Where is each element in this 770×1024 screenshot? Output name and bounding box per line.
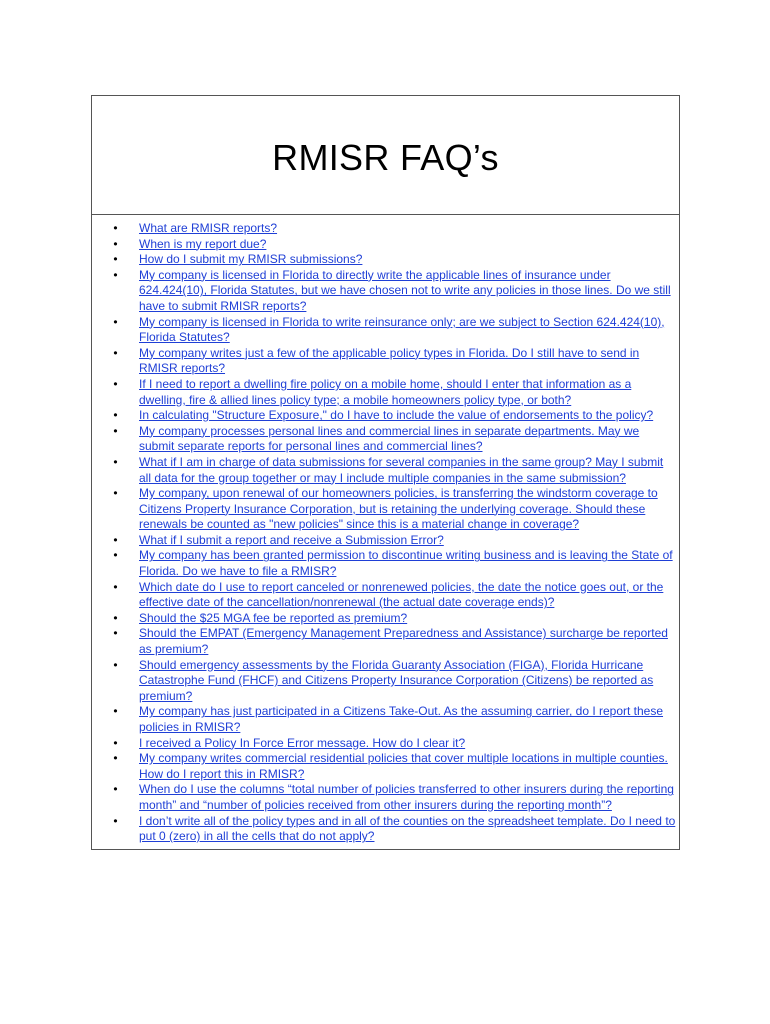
- bullet-icon: •: [113, 626, 118, 641]
- faq-item: [92, 346, 677, 377]
- faq-link[interactable]: What if I am in charge of data submissions for several companies in the same group? May I submit all data for the group together or may I include multiple companies in the same submission?: [139, 454, 664, 485]
- title-cell: [92, 96, 679, 215]
- bullet-icon: •: [113, 735, 118, 750]
- bullet-icon: •: [113, 236, 118, 251]
- faq-item: [92, 626, 677, 657]
- bullet-icon: •: [113, 782, 118, 797]
- faq-item: [92, 424, 677, 455]
- faq-link[interactable]: My company has been granted permission to discontinue writing business and is leaving the State of Florida. Do we have to file a RMISR?: [139, 548, 673, 579]
- faq-link[interactable]: My company writes commercial residential policies that cover multiple locations in multiple counties. How do I report this in RMISR?: [139, 751, 668, 781]
- faq-item: [92, 658, 677, 705]
- bullet-icon: •: [113, 376, 118, 391]
- faq-link[interactable]: My company processes personal lines and commercial lines in separate departments. May we submit separate reports for personal lines and commercial lines?: [139, 423, 640, 454]
- bullet-icon: •: [113, 610, 118, 625]
- faq-item: [92, 814, 677, 845]
- bullet-icon: •: [113, 408, 118, 423]
- faq-link[interactable]: If I need to report a dwelling fire policy on a mobile home, should I enter that information as a dwelling, fire & allied lines policy type; a mobile homeowners policy type, or both?: [139, 376, 632, 407]
- faq-item: [92, 315, 677, 346]
- bullet-icon: •: [113, 423, 118, 438]
- faq-item: [92, 377, 677, 408]
- faq-item: [92, 611, 677, 627]
- bullet-icon: •: [113, 345, 118, 360]
- faq-link[interactable]: Should the EMPAT (Emergency Management Preparedness and Assistance) surcharge be reported as premium?: [139, 626, 668, 657]
- bullet-icon: •: [113, 704, 118, 719]
- faq-item: [92, 782, 677, 813]
- faq-link[interactable]: I received a Policy In Force Error message. How do I clear it?: [139, 735, 466, 750]
- faq-link[interactable]: When is my report due?: [139, 236, 267, 251]
- faq-item: [92, 221, 677, 237]
- faq-link[interactable]: When do I use the columns “total number of policies transferred to other insurers during the reporting month” and “number of policies received from other insurers during the reporting month”?: [139, 782, 674, 812]
- faq-link[interactable]: In calculating "Structure Exposure," do I have to include the value of endorsements to the policy?: [139, 408, 654, 423]
- faq-item: [92, 533, 677, 549]
- faq-link[interactable]: My company has just participated in a Citizens Take-Out. As the assuming carrier, do I report these policies in RMISR?: [139, 704, 664, 734]
- faq-link[interactable]: How do I submit my RMISR submissions?: [139, 252, 363, 267]
- faq-item: [92, 252, 677, 268]
- bullet-icon: •: [113, 532, 118, 547]
- bullet-icon: •: [113, 454, 118, 469]
- faq-item: [92, 237, 677, 253]
- faq-link[interactable]: I don’t write all of the policy types and in all of the counties on the spreadsheet template. Do I need to put 0 (zero) in all the cells that do not apply?: [139, 813, 676, 844]
- faq-link[interactable]: Should the $25 MGA fee be reported as premium?: [139, 610, 408, 625]
- bullet-icon: •: [113, 314, 118, 329]
- faq-item: [92, 736, 677, 752]
- faq-link[interactable]: Should emergency assessments by the Florida Guaranty Association (FIGA), Florida Hurricane Catastrophe Fund (FHCF) and Citizens Property Insurance Corporation (Citizens) be reported as premium?: [139, 657, 654, 703]
- faq-link[interactable]: My company writes just a few of the applicable policy types in Florida. Do I still have to send in RMISR reports?: [139, 345, 640, 376]
- faq-item: [92, 455, 677, 486]
- faq-item: [92, 580, 677, 611]
- faq-item: [92, 268, 677, 315]
- bullet-icon: •: [113, 579, 118, 594]
- bullet-icon: •: [113, 221, 118, 235]
- faq-item: [92, 548, 677, 579]
- faq-table: [91, 95, 680, 850]
- bullet-icon: •: [113, 751, 118, 766]
- faq-link[interactable]: My company is licensed in Florida to write reinsurance only; are we subject to Section 624.424(10), Florida Statutes?: [139, 314, 665, 345]
- faq-item: [92, 751, 677, 782]
- faq-link[interactable]: Which date do I use to report canceled or nonrenewed policies, the date the notice goes out, or the effective date of the cancellation/nonrenewal (the actual date coverage ends)?: [139, 579, 664, 610]
- faq-item: [92, 408, 677, 424]
- faq-list: [92, 215, 679, 849]
- faq-link[interactable]: What if I submit a report and receive a Submission Error?: [139, 532, 444, 547]
- faq-link[interactable]: My company, upon renewal of our homeowners policies, is transferring the windstorm coverage to Citizens Property Insurance Corporation, but is retaining the underlying coverage. Should these renewals be counted as "new policies" since this is a material change in coverage?: [139, 486, 658, 532]
- bullet-icon: •: [113, 486, 118, 501]
- bullet-icon: •: [113, 813, 118, 828]
- faq-item: [92, 704, 677, 735]
- faq-link[interactable]: What are RMISR reports?: [139, 221, 278, 235]
- bullet-icon: •: [113, 267, 118, 282]
- bullet-icon: •: [113, 657, 118, 672]
- page-title: RMISR FAQ’s: [272, 137, 499, 178]
- faq-item: [92, 486, 677, 533]
- faq-link[interactable]: My company is licensed in Florida to directly write the applicable lines of insurance under 624.424(10), Florida Statutes, but we have chosen not to write any policies in those lines. Do we still have to submit RMISR reports?: [139, 267, 671, 313]
- bullet-icon: •: [113, 252, 118, 267]
- bullet-icon: •: [113, 548, 118, 563]
